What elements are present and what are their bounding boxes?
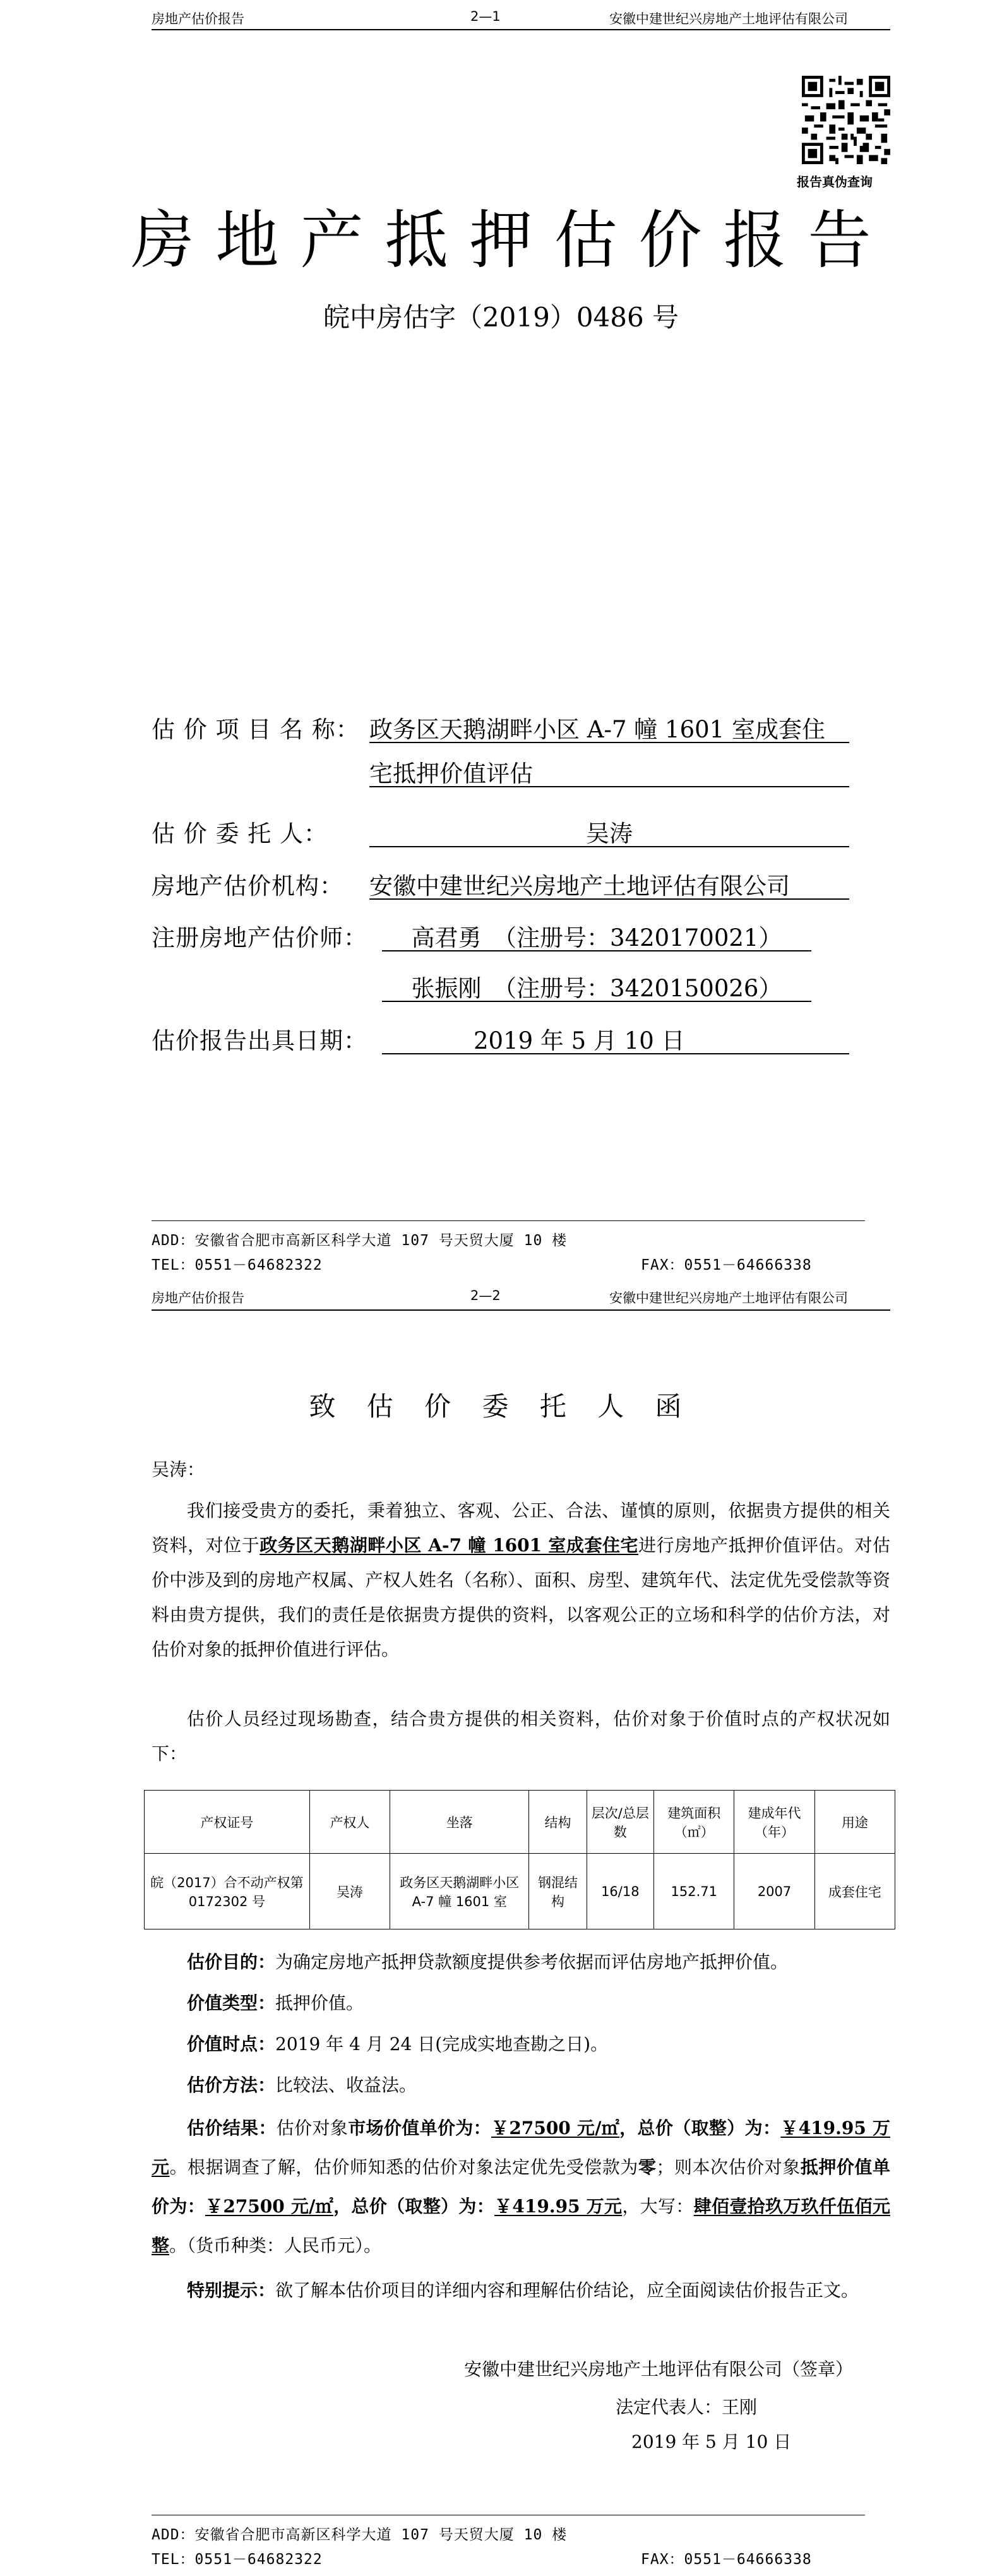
mortgage-unit-price: ￥27500 元/㎡: [205, 2196, 334, 2217]
type-line: [187, 1986, 364, 2020]
result-text: 。（货币种类：人民币元）。: [169, 2235, 382, 2256]
date-value: [382, 1022, 849, 1054]
legal-representative: 法定代表人：王刚: [616, 2397, 758, 2418]
notice-text: 欲了解本估价项目的详细内容和理解估价结论，应全面阅读估价报告正文。: [275, 2280, 859, 2301]
page2-footer-fax: FAX：0551－64666338: [641, 2551, 812, 2568]
project-value-line1: 政务区天鹅湖畔小区 A-7 幢 1601 室成套住: [369, 710, 849, 743]
doc-number: 皖中房估字（2019）0486 号: [323, 302, 679, 333]
client-value: 吴涛: [369, 814, 849, 847]
cell-usage: 成套住宅: [814, 1854, 895, 1929]
col-header: 产权人: [309, 1791, 390, 1854]
cell-area: 152.71: [654, 1854, 734, 1929]
date-label: 估价报告出具日期：: [152, 1027, 367, 1054]
method-text: 比较法、收益法。: [275, 2075, 417, 2096]
result-text: ，总价（取整）为：: [333, 2196, 495, 2217]
result-label: 估价结果：: [187, 2118, 277, 2138]
col-header: 建筑面积（㎡）: [654, 1791, 734, 1854]
paragraph-1: [152, 1493, 890, 1667]
org-label: 房地产估价机构：: [152, 873, 343, 900]
client-label: 估 价 委 托 人：: [152, 820, 328, 847]
qr-caption: 报告真伪查询: [797, 174, 873, 189]
col-header: 层次/总层数: [587, 1791, 654, 1854]
purpose-label: 估价目的：: [187, 1952, 276, 1972]
page1-header-left: 房地产估价报告: [152, 11, 244, 27]
market-total-price: ￥419.95 万元: [152, 2118, 890, 2178]
type-text: 抵押价值。: [275, 1993, 364, 2013]
notice-paragraph: [152, 2273, 890, 2308]
table-header-row: [145, 1791, 895, 1854]
cell-floor: 16/18: [587, 1854, 654, 1929]
time-line: [187, 2027, 608, 2061]
p1-text-c: 进行房地产抵押价值评估。对估价中涉及到的房地产权属、产权人姓名（名称）、面积、房型、建筑年代、法定优先受偿款等资料由贵方提供，我们的责任是依据贵方提供的资料，以客观公正的立场和科学的估价方法，对估价对象的抵押价值进行评估。: [152, 1535, 890, 1660]
table-row: [145, 1854, 895, 1929]
result-text: 估价对象: [276, 2118, 349, 2138]
mortgage-total-price: ￥419.95 万元: [494, 2196, 623, 2217]
result-text: 。根据调查了解，估价师知悉的估价对象法定优先受偿款为: [169, 2157, 638, 2178]
page1-footer-address: ADD：安徽省合肥市高新区科学大道 107 号天贸大厦 10 楼: [152, 1232, 568, 1249]
appraiser-2: 张振刚 （注册号：3420150026）: [382, 969, 811, 1002]
result-text: 抵押价值单价为：: [152, 2157, 890, 2217]
cell-location: 政务区天鹅湖畔小区 A-7 幢 1601 室: [390, 1854, 529, 1929]
page2-header-left: 房地产估价报告: [152, 1291, 244, 1306]
purpose-text: 为确定房地产抵押贷款额度提供参考依据而评估房地产抵押价值。: [275, 1952, 789, 1972]
cell-cert-no: 皖（2017）合不动产权第 0172302 号: [145, 1854, 310, 1929]
report-title: 房地产抵押估价报告: [131, 203, 893, 277]
appraiser-1: 高君勇 （注册号：3420170021）: [382, 919, 811, 951]
property-table: [144, 1790, 895, 1929]
method-line: [187, 2068, 417, 2102]
col-header: 产权证号: [145, 1791, 310, 1854]
appraiser-label: 注册房地产估价师：: [152, 924, 367, 951]
page2-footer-tel: TEL：0551－64682322: [152, 2551, 323, 2568]
col-header: 建成年代（年）: [734, 1791, 814, 1854]
page1-footer-rule: [152, 1220, 865, 1221]
result-text: ，大写：: [622, 2196, 694, 2217]
result-paragraph: [152, 2109, 890, 2265]
purpose-line: [187, 1945, 788, 1979]
page1-header-rule: [152, 29, 890, 30]
result-text: ；则本次估价对象: [656, 2157, 801, 2178]
cell-structure: 钢混结构: [529, 1854, 587, 1929]
page2-header-rule: [152, 1309, 890, 1311]
company-signature: 安徽中建世纪兴房地产土地评估有限公司（签章）: [464, 2359, 854, 2380]
priority-amount: 零: [638, 2157, 657, 2178]
page1-header-page: 2—1: [470, 9, 501, 24]
page2-header-page: 2—2: [470, 1288, 501, 1303]
letter-title: 致 估 价 委 托 人 函: [309, 1391, 693, 1422]
date-value-text: 2019 年 5 月 10 日: [474, 1027, 685, 1054]
result-text: ，总价（取整）为：: [619, 2118, 781, 2138]
page1-header-right: 安徽中建世纪兴房地产土地评估有限公司: [609, 11, 848, 27]
org-value: 安徽中建世纪兴房地产土地评估有限公司: [369, 867, 849, 900]
col-header: 结构: [529, 1791, 587, 1854]
p1-text-a: 我们接受贵方的委托，秉着独立、客观、公正、合法、谨慎的原则，依据贵方提供的相关资料，对位于: [152, 1500, 890, 1556]
time-label: 价值时点：: [187, 2034, 276, 2054]
p1-property: 政务区天鹅湖畔小区 A-7 幢 1601 室成套住宅: [259, 1535, 639, 1556]
qr-code[interactable]: [802, 76, 890, 164]
salutation: 吴涛：: [152, 1459, 205, 1480]
sign-date: 2019 年 5 月 10 日: [631, 2431, 792, 2452]
col-header: 坐落: [390, 1791, 529, 1854]
col-header: 用途: [814, 1791, 895, 1854]
market-unit-price: ￥27500 元/㎡: [491, 2118, 620, 2138]
cell-year: 2007: [734, 1854, 814, 1929]
notice-label: 特别提示：: [187, 2280, 276, 2301]
type-label: 价值类型：: [187, 1993, 276, 2013]
time-text: 2019 年 4 月 24 日(完成实地查勘之日)。: [275, 2034, 609, 2054]
project-value-line2: 宅抵押价值评估: [369, 754, 849, 787]
method-label: 估价方法：: [187, 2075, 276, 2096]
page2-footer-address: ADD：安徽省合肥市高新区科学大道 107 号天贸大厦 10 楼: [152, 2527, 568, 2543]
page1-footer-tel: TEL：0551－64682322: [152, 1257, 323, 1273]
page1-footer-fax: FAX：0551－64666338: [641, 1257, 812, 1273]
amount-in-words: 肆佰壹拾玖万玖仟伍佰元整: [152, 2196, 890, 2256]
project-label: 估 价 项 目 名 称：: [152, 716, 360, 743]
page2-header-right: 安徽中建世纪兴房地产土地评估有限公司: [609, 1291, 848, 1306]
paragraph-2: 估价人员经过现场勘查，结合贵方提供的相关资料，估价对象于价值时点的产权状况如下：: [152, 1708, 890, 1764]
cell-owner: 吴涛: [309, 1854, 390, 1929]
result-text: 市场价值单价为：: [348, 2118, 492, 2138]
